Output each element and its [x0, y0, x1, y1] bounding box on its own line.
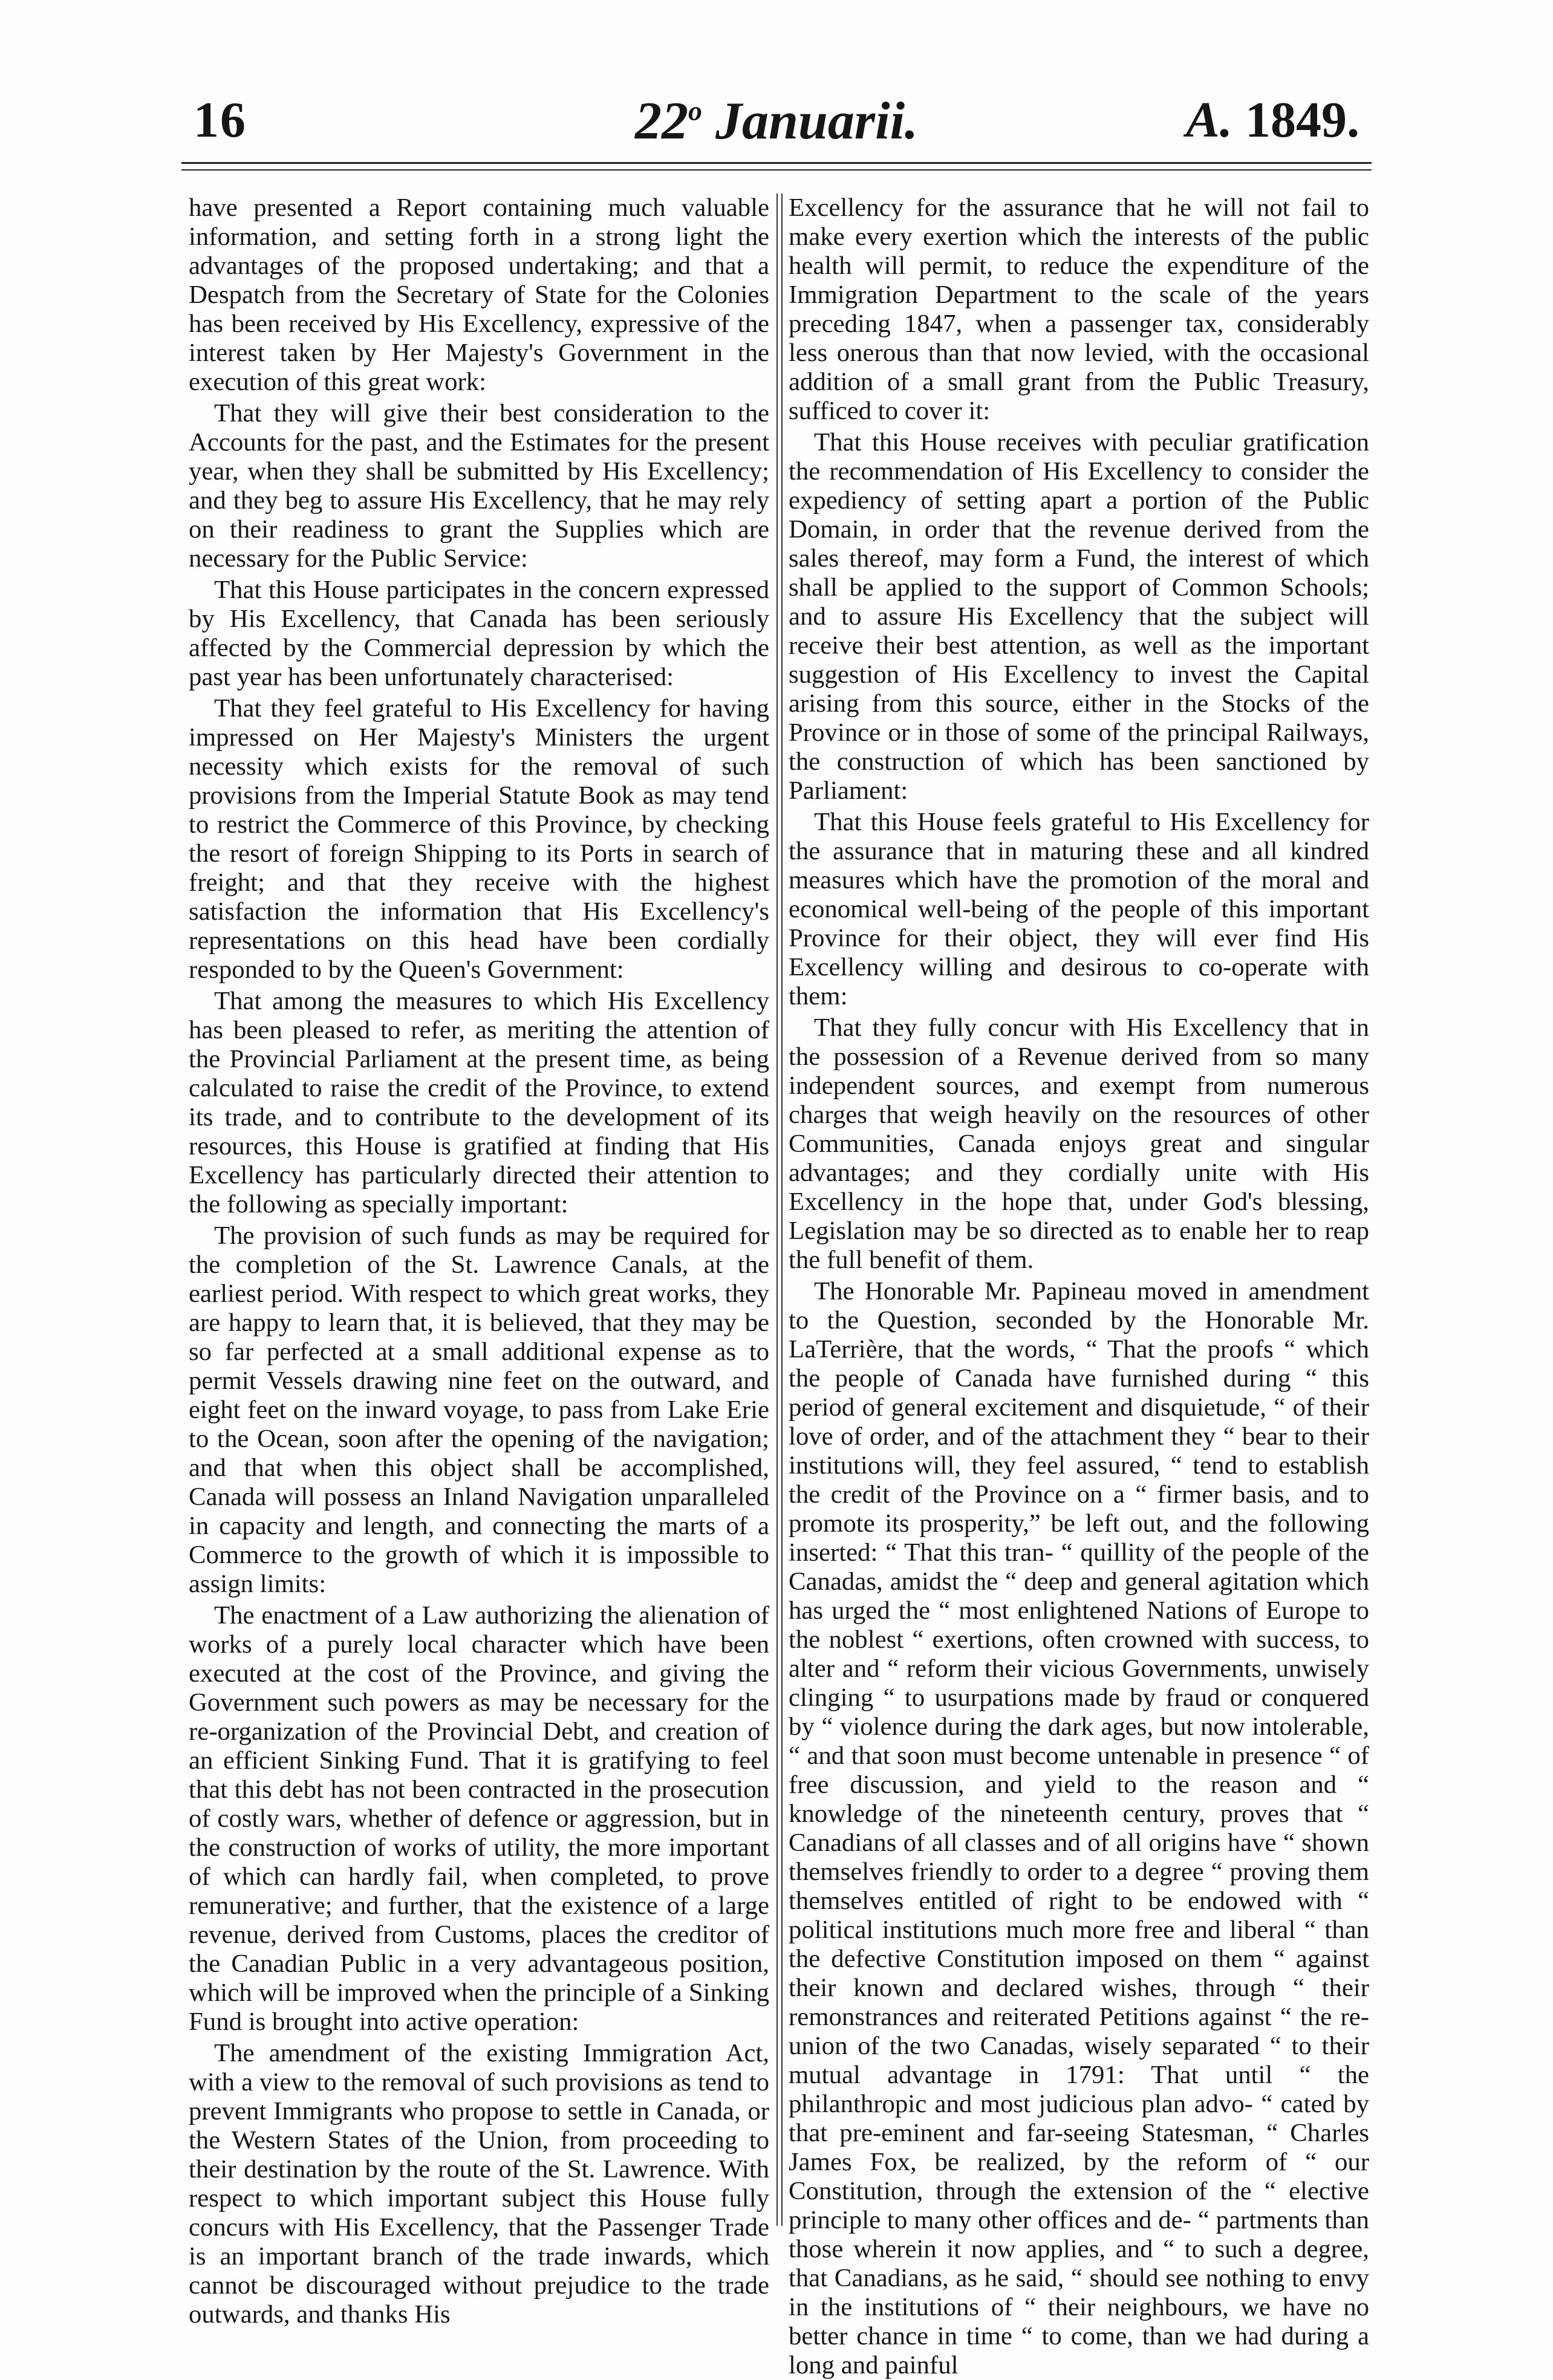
paragraph: That this House participates in the concern expressed by His Excellency, that Canada has been seriously affected by the Commercial depression by which the past year has been unfortunately characterised:	[189, 576, 769, 691]
header-year-prefix: A.	[1185, 92, 1232, 148]
header-month: Januarii.	[715, 92, 919, 151]
page-number: 16	[194, 92, 247, 148]
header-day-suffix: o	[688, 95, 702, 126]
paragraph: That they feel grateful to His Excellency for having impressed on Her Majesty's Ministers the urgent necessity which exists for the removal of such provisions from the Imperial Statute Book as may tend to restrict the Commerce of this Province, by checking the resort of foreign Shipping to its Ports in search of freight; and that they receive with the highest satisfaction the information that His Excellency's representations on this head have been cordially responded to by the Queen's Government:	[189, 694, 769, 984]
header-year-value: 1849.	[1245, 92, 1359, 148]
paragraph: Excellency for the assurance that he will not fail to make every exertion which the interests of the public health will permit, to reduce the expenditure of the Immigration Department to the scale of the years preceding 1847, when a passenger tax, considerably less onerous than that now levied, with the occasional addition of a small grant from the Public Treasury, sufficed to cover it:	[789, 193, 1369, 425]
text-columns	[189, 193, 1369, 2379]
right-column	[789, 193, 1369, 2380]
paragraph: The amendment of the existing Immigration Act, with a view to the removal of such provisions as tend to prevent Immigrants who propose to settle in Canada, or the Western States of the Union, from proceeding to their destination by the route of the St. Lawrence. With respect to which important subject this House fully concurs with His Excellency, that the Passenger Trade is an important branch of the trade inwards, which cannot be discouraged without prejudice to the trade outwards, and thanks His	[189, 2039, 769, 2329]
paragraph: That they will give their best consideration to the Accounts for the past, and the Estimates for the present year, when they shall be submitted by His Excellency; and they beg to assure His Excellency, that he may rely on their readiness to grant the Supplies which are necessary for the Public Service:	[189, 399, 769, 573]
page-header	[181, 91, 1372, 157]
column-divider	[777, 193, 783, 2226]
paragraph: The enactment of a Law authorizing the alienation of works of a purely local character which have been executed at the cost of the Province, and giving the Government such powers as may be necessary for the re-organization of the Provincial Debt, and creation of an efficient Sinking Fund. That it is gratifying to feel that this debt has not been contracted in the prosecution of costly wars, whether of defence or aggression, but in the construction of works of utility, the more important of which can hardly fail, when completed, to prove remunerative; and further, that the existence of a large revenue, derived from Customs, places the creditor of the Canadian Public in a very advantageous position, which will be improved when the principle of a Sinking Fund is brought into active operation:	[189, 1601, 769, 2036]
paragraph: The Honorable Mr. Papineau moved in amendment to the Question, seconded by the Honorable Mr. LaTerrière, that the words, “ That the proofs “ which the people of Canada have furnished during “ this period of general excitement and disquietude, “ of their love of order, and of the attachment they “ bear to their institutions will, they feel assured, “ tend to establish the credit of the Province on a “ firmer basis, and to promote its prosperity,” be left out, and the following inserted: “ That this tran- “ quillity of the people of the Canadas, amidst the “ deep and general agitation which has urged the “ most enlightened Nations of Europe to the noblest “ exertions, often crowned with success, to alter and “ reform their vicious Governments, unwisely clinging “ to usurpations made by fraud or conquered by “ violence during the dark ages, but now intolerable, “ and that soon must become untenable in presence “ of free discussion, and yield to the reason and “ knowledge of the nineteenth century, proves that “ Canadians of all classes and of all origins have “ shown themselves friendly to order to a degree “ proving them themselves entitled of right to be endowed with “ political institutions much more free and liberal “ than the defective Constitution imposed on them “ against their known and declared wishes, through “ their remonstrances and reiterated Petitions against “ the re-union of the two Canadas, wisely separated “ to their mutual advantage in 1791: That until “ the philanthropic and most judicious plan advo- “ cated by that pre-eminent and far-seeing Statesman, “ Charles James Fox, be realized, by the reform of “ our Constitution, through the extension of the “ elective principle to many other offices and de- “ partments than those wherein it now applies, and “ to such a degree, that Canadians, as he said, “ should see nothing to envy in the institutions of “ their neighbours, we have no better chance in time “ to come, than we had during a long and painful	[789, 1277, 1369, 2379]
header-rule	[181, 162, 1372, 164]
paragraph: That this House receives with peculiar gratification the recommendation of His Excellency to consider the expediency of setting apart a portion of the Public Domain, in order that the revenue derived from the sales thereof, may form a Fund, the interest of which shall be applied to the support of Common Schools; and to assure His Excellency that the subject will receive their best attention, as well as the important suggestion of His Excellency to invest the Capital arising from this source, either in the Stocks of the Province or in those of some of the principal Railways, the construction of which has been sanctioned by Parliament:	[789, 428, 1369, 805]
left-column	[189, 193, 769, 2329]
header-year	[1186, 91, 1359, 149]
paragraph: That they fully concur with His Excellency that in the possession of a Revenue derived from so many independent sources, and exempt from numerous charges that weigh heavily on the resources of other Communities, Canada enjoys great and singular advantages; and they cordially unite with His Excellency in the hope that, under God's blessing, Legislation may be so directed as to enable her to reap the full benefit of them.	[789, 1013, 1369, 1274]
header-rule-thin	[181, 169, 1372, 171]
paragraph: have presented a Report containing much valuable information, and setting forth in a strong light the advantages of the proposed undertaking; and that a Despatch from the Secretary of State for the Colonies has been received by His Excellency, expressive of the interest taken by Her Majesty's Government in the execution of this great work:	[189, 193, 769, 396]
header-day: 22	[634, 92, 688, 151]
paragraph: The provision of such funds as may be required for the completion of the St. Lawrence Canals, at the earliest period. With respect to which great works, they are happy to learn that, it is believed, that they may be so far perfected at a small additional expense as to permit Vessels drawing nine feet on the outward, and eight feet on the inward voyage, to pass from Lake Erie to the Ocean, soon after the opening of the navigation; and that when this object shall be accomplished, Canada will possess an Inland Navigation unparalleled in capacity and length, and connecting the marts of a Commerce to the growth of which it is impossible to assign limits:	[189, 1221, 769, 1598]
paragraph: That among the measures to which His Excellency has been pleased to refer, as meriting the attention of the Provincial Parliament at the present time, as being calculated to raise the credit of the Province, to extend its trade, and to contribute to the development of its resources, this House is gratified at finding that His Excellency has particularly directed their attention to the following as specially important:	[189, 987, 769, 1218]
paragraph: That this House feels grateful to His Excellency for the assurance that in maturing these and all kindred measures which have the promotion of the moral and economical well-being of the people of this important Province for their object, they will ever find His Excellency willing and desirous to co-operate with them:	[789, 808, 1369, 1010]
